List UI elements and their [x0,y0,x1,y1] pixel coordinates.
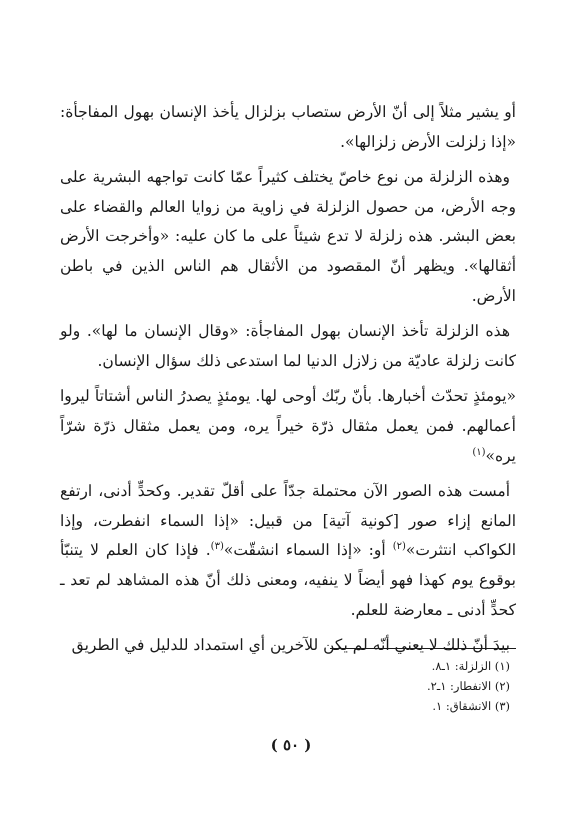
footnote-ref-1: (١) [472,446,486,458]
paragraph-3-text: هذه الزلزلة تأخذ الإنسان بهول المفاجأة: «وقال الإنسان ما لها». ولو كانت زلزلة عاديّة من زلازل الدنيا لما استدعى ذلك سؤال الإنسان. [60,322,516,370]
paragraph-5-text-b: أو: «إذا السماء انشقّت» [223,541,393,560]
paragraph-1 [60,98,516,157]
paragraph-5 [60,477,516,625]
footnotes [70,656,510,716]
paragraph-4-text: «يومئذٍ تحدّث أخبارها. بأنّ ربّك أوحى لها. يومئذٍ يصدرُ الناس أشتاتاً ليروا أعمالهم. فمن يعمل مثقال ذرّة خيراً يره، ومن يعمل مثقال ذرّة شرّاً يره» [60,387,516,465]
paragraph-3 [60,317,516,376]
footnote-separator [330,648,516,649]
main-text [60,98,516,667]
footnote-ref-3: (٣) [210,541,224,553]
paragraph-5-text-c: . فإذا كان العلم لا يتنبّأ بوقوع يوم كهذا فهو أيضاً لا ينفيه، ومعنى ذلك أنّ هذه المشاهد لم تعد ـ كحدٍّ أدنى ـ معارضة للعلم. [60,541,516,619]
page-number: ( ٥٠ ) [270,736,312,754]
footnote-2: (٢) الانفطار: ١ـ٢. [426,679,510,693]
paragraph-6-text: بيدَ أنّ ذلك لا يعني أنّه لم يكن للآخرين أي استمداد للدليل في الطريق [71,636,510,655]
footnote-3: (٣) الانشقاق: ١. [432,699,510,713]
footnote-ref-2: (٢) [392,541,406,553]
paragraph-2-text: وهذه الزلزلة من نوع خاصّ يختلف كثيراً عمّا كانت تواجهه البشرية على وجه الأرض، من حصول الزلزلة في زاوية من زوايا العالم والقضاء على بعض البشر. هذه زلزلة لا تدع شيئاً على ما كان عليه: «وأخرجت الأرض أثقالها». ويظهر أنّ المقصود من الأثقال هم الناس الذين في باطن الأرض. [60,168,516,305]
paragraph-4 [60,382,516,471]
paragraph-2 [60,163,516,311]
paragraph-1-text: أو يشير مثلاً إلى أنّ الأرض ستصاب بزلزال يأخذ الإنسان بهول المفاجأة: «إذا زلزلت الأرض زلزالها». [60,103,516,151]
paragraph-5-text-a: أمست هذه الصور الآن محتملة جدّاً على أقلّ تقدير. وكحدٍّ أدنى، ارتفع المانع إزاء صور [كونية آتية] من قبيل: «إذا السماء انفطرت، وإذا الكواكب انتثرت» [60,482,517,560]
footnote-1: (١) الزلزلة: ١ـ٨. [431,659,510,673]
